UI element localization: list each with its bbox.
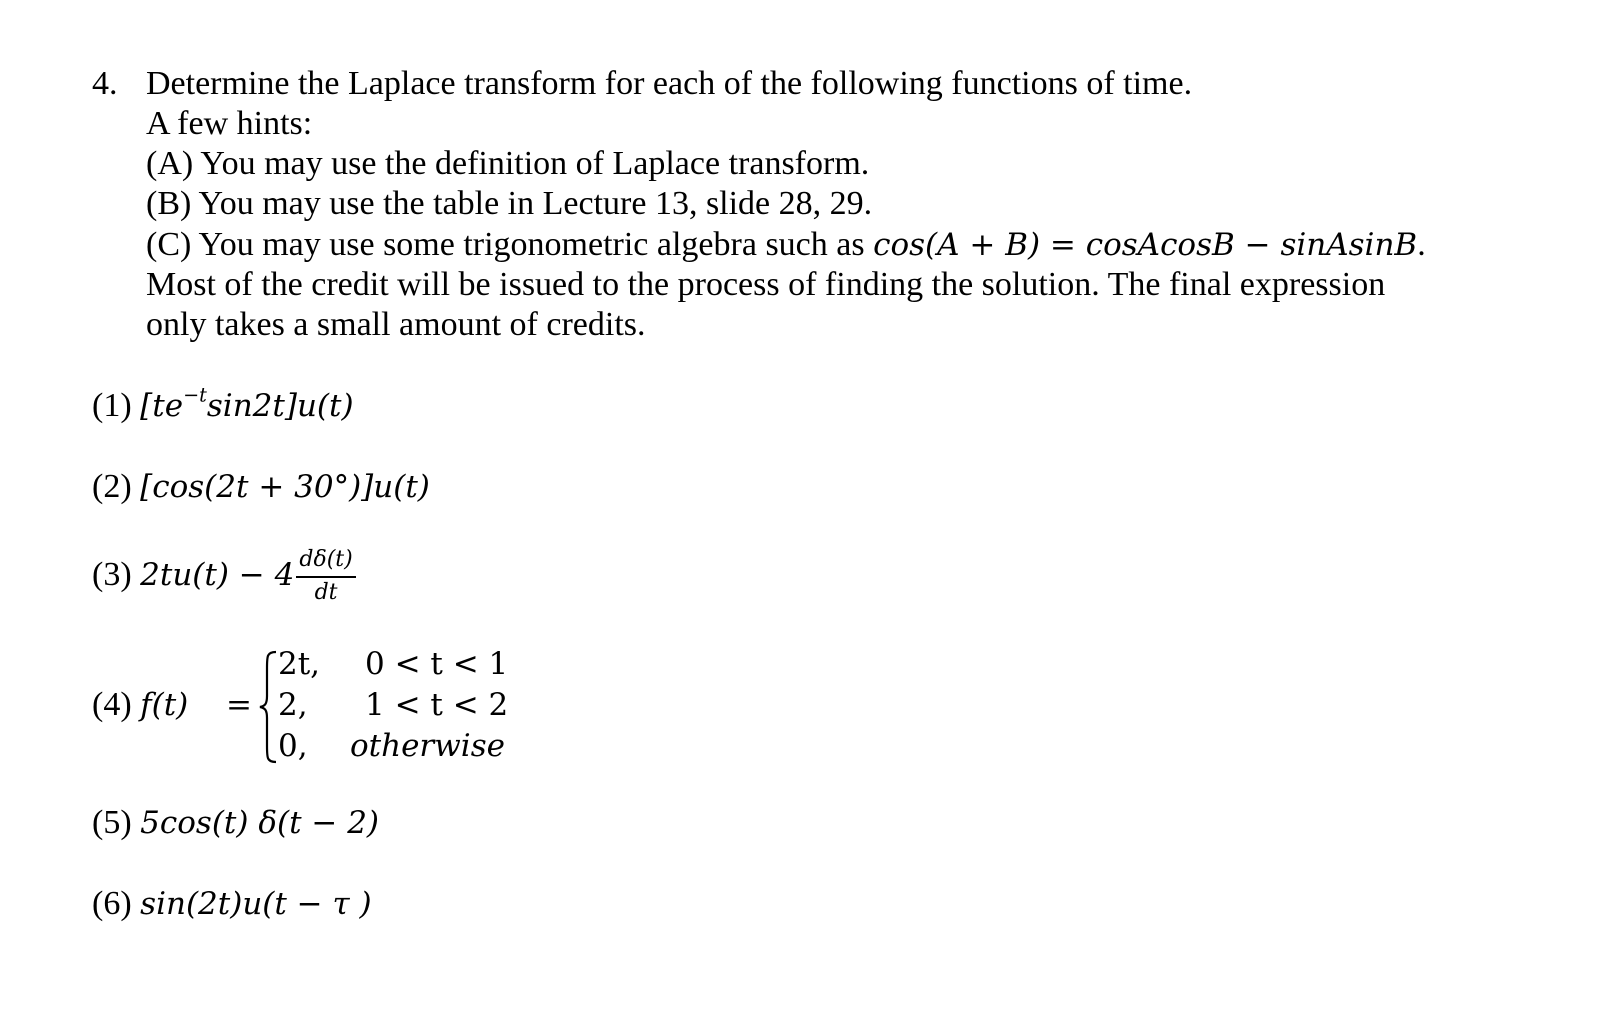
- item-1-expression: [140, 383, 354, 424]
- item-4-case-2-condition: 1 < t < 2: [365, 687, 509, 723]
- item-3-expression: 2tu(t) − 4: [140, 556, 295, 593]
- credit-note-line-2: only takes a small amount of credits.: [146, 306, 646, 343]
- item-4-brace: [258, 648, 280, 766]
- item-4-case-1-value: 2t,: [278, 646, 321, 682]
- item-4-equals: =: [226, 687, 252, 723]
- item-2-expression: [cos(2t + 30°)]u(t): [140, 469, 430, 505]
- hint-c-text: (C) You may use some trigonometric algebra such as: [146, 226, 874, 263]
- item-5-expression: 5cos(t) δ(t − 2): [140, 805, 380, 841]
- item-1-part-post: sin2t]u(t): [206, 388, 354, 424]
- item-1-exponent: −t: [183, 383, 207, 407]
- problem-title: Determine the Laplace transform for each of the following functions of time.: [146, 65, 1193, 102]
- hints-intro: A few hints:: [146, 105, 313, 142]
- item-3-fraction: [296, 546, 355, 608]
- item-4-case-2-value: 2,: [278, 687, 308, 723]
- item-6: [92, 884, 372, 924]
- item-4-case-3-condition: otherwise: [350, 728, 505, 764]
- item-1: [92, 383, 354, 426]
- item-2-label: (2): [92, 468, 141, 505]
- item-3: [92, 546, 356, 608]
- hint-a: (A) You may use the definition of Laplace transform.: [146, 145, 870, 182]
- item-1-label: (1): [92, 387, 141, 424]
- item-2: [92, 467, 430, 507]
- hint-b: (B) You may use the table in Lecture 13, slide 28, 29.: [146, 185, 873, 222]
- item-3-denominator: dt: [314, 580, 338, 605]
- item-1-part-pre: [te: [140, 388, 184, 424]
- item-4-case-3-value: 0,: [278, 728, 308, 764]
- item-3-label: (3): [92, 555, 141, 593]
- item-3-numerator: dδ(t): [296, 546, 355, 578]
- item-6-label: (6): [92, 885, 141, 922]
- credit-note-line-1: Most of the credit will be issued to the process of finding the solution. The final expression: [146, 266, 1386, 303]
- item-4-label: (4): [92, 686, 141, 723]
- hint-c: [146, 225, 1426, 265]
- item-4-case-1-condition: 0 < t < 1: [365, 646, 509, 682]
- item-6-expression: sin(2t)u(t − τ ): [140, 886, 372, 922]
- item-4-lhs: f(t): [140, 687, 189, 723]
- problem-number: 4.: [92, 65, 118, 102]
- item-5-label: (5): [92, 804, 141, 841]
- hint-c-formula: cos(A + B) = cosAcosB − sinAsinB: [873, 227, 1418, 263]
- item-4: [92, 685, 188, 725]
- item-5: [92, 803, 379, 843]
- hint-c-period: .: [1417, 226, 1426, 263]
